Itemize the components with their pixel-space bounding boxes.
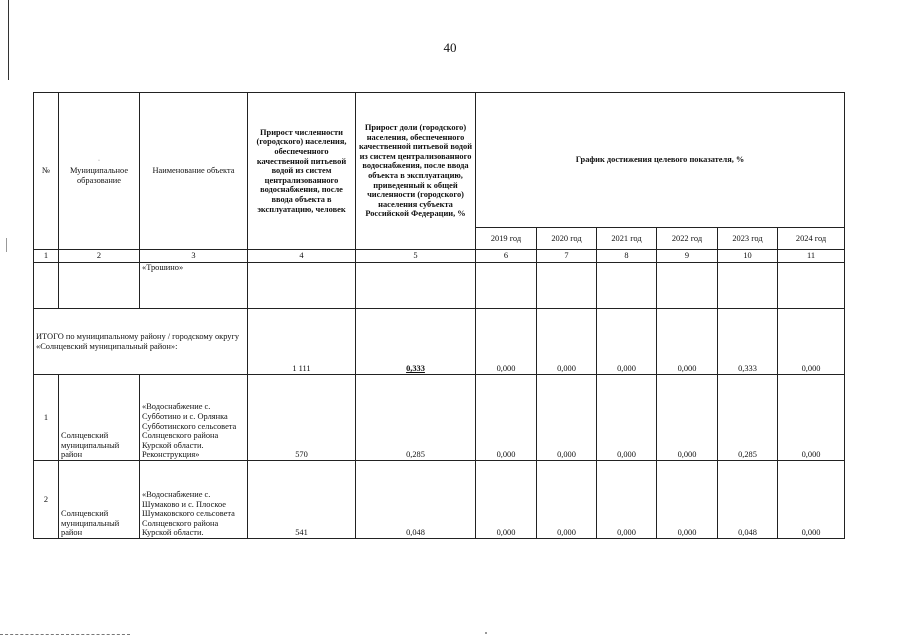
column-number: 4 bbox=[248, 250, 356, 263]
row-year-value: 0,000 bbox=[476, 375, 537, 461]
header-share-growth: Прирост доли (городского) населения, обеспеченного качественной питьевой водой из систем централизованного водоснабжения, после ввода объекта в эксплуатацию, приведенный к общей численности (городского) населения субъекта Российской Федерации, % bbox=[356, 93, 476, 250]
header-year: 2024 год bbox=[778, 227, 845, 249]
row-year-value: 0,000 bbox=[597, 461, 657, 539]
row-year-value: 0,000 bbox=[537, 375, 597, 461]
continued-object-name: «Трошино» bbox=[140, 263, 248, 309]
scan-margin-line bbox=[8, 0, 9, 80]
column-number: 11 bbox=[778, 250, 845, 263]
total-year-value: 0,333 bbox=[718, 309, 778, 375]
header-year: 2023 год bbox=[718, 227, 778, 249]
row-number: 1 bbox=[34, 375, 59, 461]
scan-margin-mark bbox=[6, 238, 7, 252]
target-indicator-table bbox=[33, 92, 845, 539]
header-municipality: · Муниципальное образование bbox=[59, 93, 140, 250]
row-object-name: «Водоснабжение с. Субботино и с. Орлянка Субботинского сельсовета Солнцевского района Курской области. Реконструкция» bbox=[140, 375, 248, 461]
row-municipality: Солнцевский муниципальный район bbox=[59, 461, 140, 539]
column-number: 3 bbox=[140, 250, 248, 263]
column-number: 8 bbox=[597, 250, 657, 263]
row-share-growth: 0,285 bbox=[356, 375, 476, 461]
column-number: 2 bbox=[59, 250, 140, 263]
row-share-growth: 0,048 bbox=[356, 461, 476, 539]
header-year: 2020 год bbox=[537, 227, 597, 249]
column-number: 9 bbox=[657, 250, 718, 263]
total-year-value: 0,000 bbox=[657, 309, 718, 375]
row-year-value: 0,000 bbox=[657, 375, 718, 461]
header-row bbox=[34, 93, 845, 228]
header-year: 2022 год bbox=[657, 227, 718, 249]
scan-footer-line bbox=[0, 634, 130, 636]
scan-speck bbox=[485, 632, 487, 634]
row-year-value: 0,285 bbox=[718, 375, 778, 461]
header-schedule: График достижения целевого показателя, % bbox=[476, 93, 845, 228]
column-number: 5 bbox=[356, 250, 476, 263]
header-year: 2019 год bbox=[476, 227, 537, 249]
continued-row bbox=[34, 263, 845, 309]
total-year-value: 0,000 bbox=[476, 309, 537, 375]
total-label: ИТОГО по муниципальному району / городскому округу «Солнцевский муниципальный район»: bbox=[34, 309, 248, 375]
row-population-growth: 541 bbox=[248, 461, 356, 539]
row-year-value: 0,000 bbox=[657, 461, 718, 539]
total-population-growth: 1 111 bbox=[248, 309, 356, 375]
row-municipality: Солнцевский муниципальный район bbox=[59, 375, 140, 461]
column-number: 10 bbox=[718, 250, 778, 263]
row-number: 2 bbox=[34, 461, 59, 539]
header-num: № bbox=[34, 93, 59, 250]
header-year: 2021 год bbox=[597, 227, 657, 249]
row-year-value: 0,000 bbox=[476, 461, 537, 539]
page-number: 40 bbox=[443, 40, 457, 55]
column-number: 1 bbox=[34, 250, 59, 263]
total-share-growth: 0,333 bbox=[356, 309, 476, 375]
total-year-value: 0,000 bbox=[778, 309, 845, 375]
total-year-value: 0,000 bbox=[597, 309, 657, 375]
column-number: 6 bbox=[476, 250, 537, 263]
header-object: Наименование объекта bbox=[140, 93, 248, 250]
header-population-growth: Прирост численности (городского) населения, обеспеченного качественной питьевой водой из систем централизованного водоснабжения, после ввода объекта в эксплуатацию, человек bbox=[248, 93, 356, 250]
total-row bbox=[34, 309, 845, 375]
row-year-value: 0,000 bbox=[537, 461, 597, 539]
total-year-value: 0,000 bbox=[537, 309, 597, 375]
row-year-value: 0,000 bbox=[597, 375, 657, 461]
row-year-value: 0,048 bbox=[718, 461, 778, 539]
table-row bbox=[34, 461, 845, 539]
row-year-value: 0,000 bbox=[778, 375, 845, 461]
column-number: 7 bbox=[537, 250, 597, 263]
row-year-value: 0,000 bbox=[778, 461, 845, 539]
row-population-growth: 570 bbox=[248, 375, 356, 461]
column-number-row bbox=[34, 250, 845, 263]
table-row bbox=[34, 375, 845, 461]
row-object-name: «Водоснабжение с. Шумаково и с. Плоское Шумаковского сельсовета Солнцевского района Курской области. bbox=[140, 461, 248, 539]
